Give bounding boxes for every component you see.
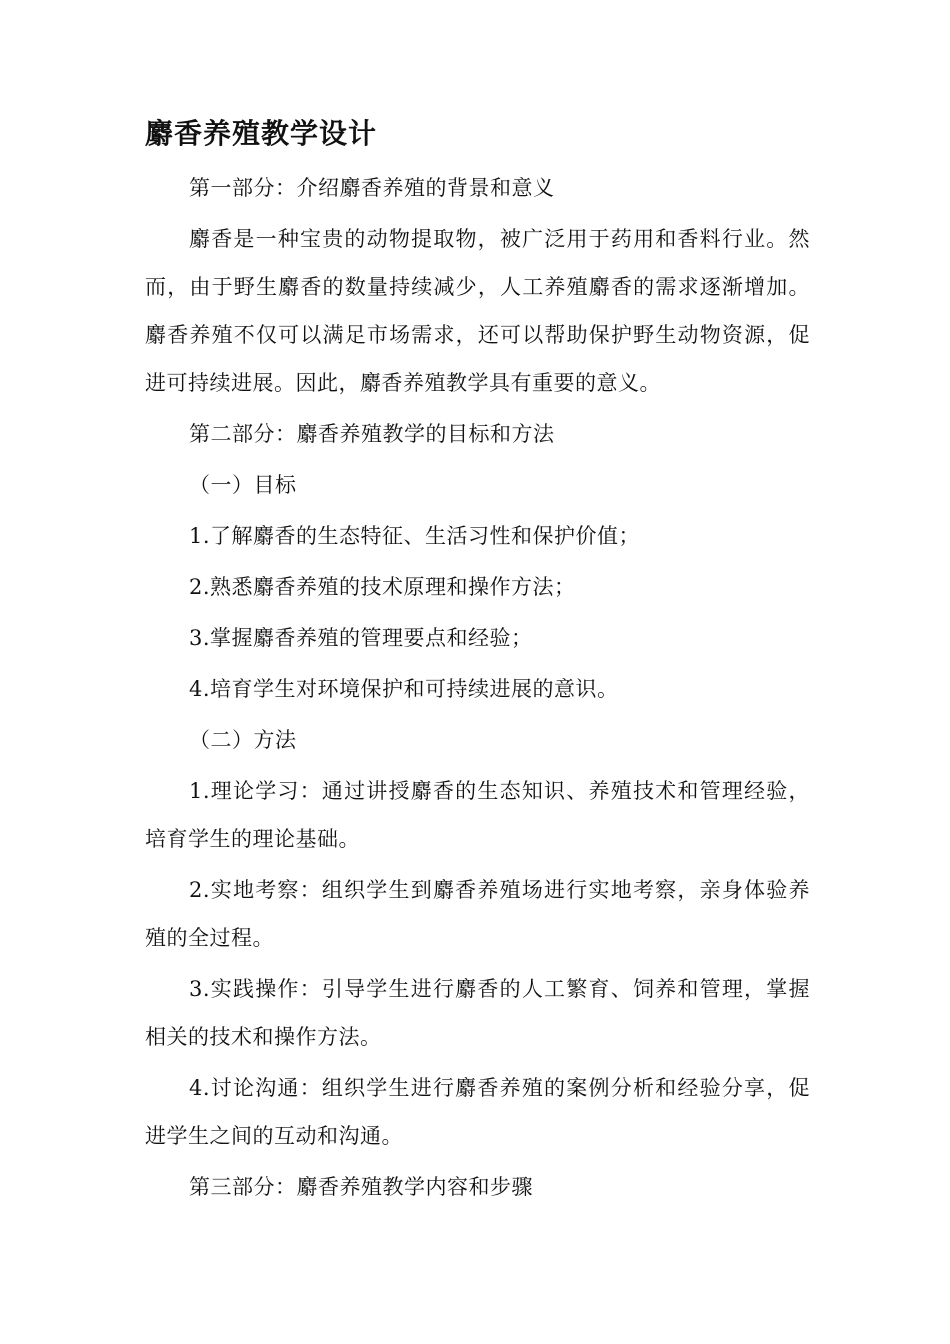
goal-item-2: 2.熟悉麝香养殖的技术原理和操作方法； [189, 575, 576, 599]
method-item-2: 2.实地考察：组织学生到麝香养殖场进行实地考察，亲身体验养殖的全过程。 [145, 878, 810, 950]
section-heading-part-one: 第一部分：介绍麝香养殖的背景和意义 [189, 176, 555, 200]
goal-item-3: 3.掌握麝香养殖的管理要点和经验； [189, 626, 533, 650]
method-item-4: 4.讨论沟通：组织学生进行麝香养殖的案例分析和经验分享，促进学生之间的互动和沟通。 [145, 1076, 810, 1148]
goal-item-1: 1.了解麝香的生态特征、生活习性和保护价值； [189, 524, 641, 548]
section-heading-part-two: 第二部分：麝香养殖教学的目标和方法 [189, 422, 555, 446]
subheading-goals: （一）目标 [189, 473, 297, 497]
body-paragraph-background: 麝香是一种宝贵的动物提取物，被广泛用于药用和香料行业。然而，由于野生麝香的数量持续减少，人工养殖麝香的需求逐渐增加。麝香养殖不仅可以满足市场需求，还可以帮助保护野生动物资源，促进可持续进展。因此，麝香养殖教学具有重要的意义。 [145, 227, 810, 395]
method-item-3: 3.实践操作：引导学生进行麝香的人工繁育、饲养和管理，掌握相关的技术和操作方法。 [145, 977, 810, 1049]
goal-item-4: 4.培育学生对环境保护和可持续进展的意识。 [189, 677, 619, 701]
document-page [145, 112, 810, 1214]
method-item-1: 1.理论学习：通过讲授麝香的生态知识、养殖技术和管理经验，培育学生的理论基础。 [145, 779, 810, 851]
subheading-methods: （二）方法 [189, 728, 297, 752]
section-heading-part-three: 第三部分：麝香养殖教学内容和步骤 [189, 1175, 533, 1199]
document-title: 麝香养殖教学设计 [145, 117, 378, 150]
